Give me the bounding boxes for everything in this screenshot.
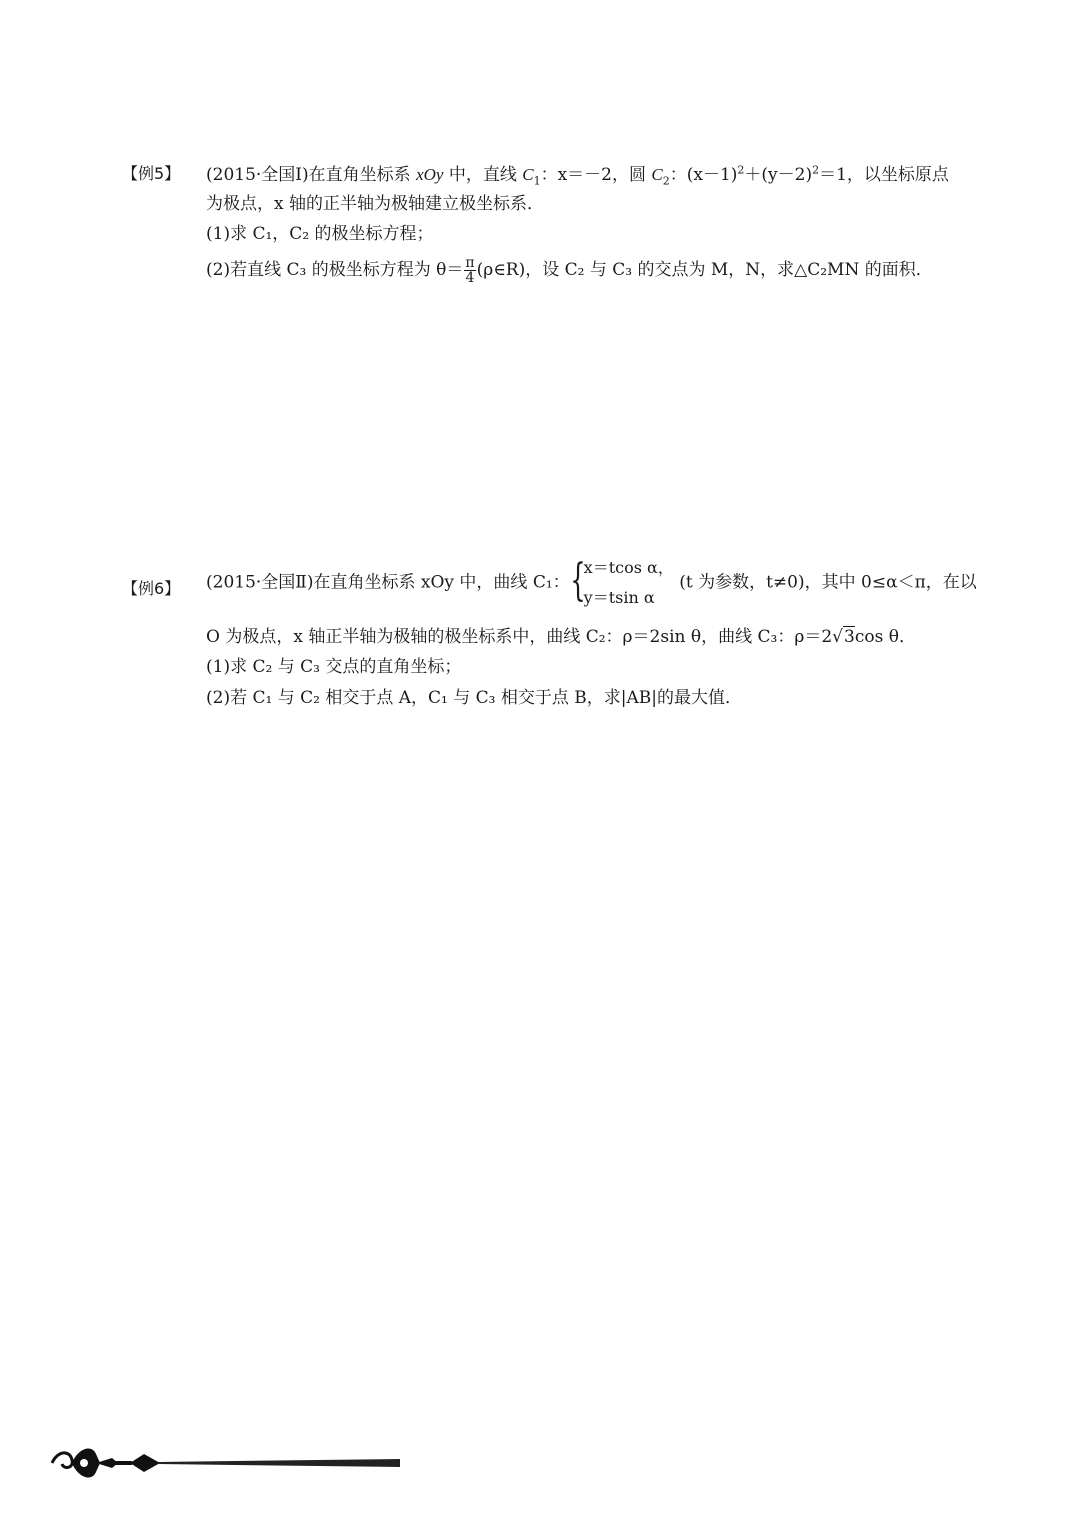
left-brace-icon: { — [569, 555, 586, 606]
example6-source: (2015·全国Ⅱ) — [206, 572, 314, 593]
example5-question2: (2)若直线 C₃ 的极坐标方程为 θ＝ $\frac{\pi}{4}$ (ρ∈R)，设 C₂ 与 C₃ 的交点为 M，N，求△C₂MN 的面积． — [206, 255, 933, 286]
sqrt-icon: √ — [832, 627, 843, 647]
example5-tag: 【例5】 — [122, 164, 181, 183]
example6-line1: (2015·全国Ⅱ)在直角坐标系 xOy 中，曲线 C₁：{ x＝tcos α， y＝tsin α (t 为参数，t≠0)，其中 0≤α＜π，在以 — [206, 553, 977, 613]
fraction: $\frac{\pi}{4}$ — [465, 255, 475, 286]
example6-tag: 【例6】 — [122, 579, 181, 598]
example6-question2: (2)若 C₁ 与 C₂ 相交于点 A，C₁ 与 C₃ 相交于点 B，求|AB|的最大值． — [206, 688, 742, 708]
example5-line2: 为极点，x 轴的正半轴为极轴建立极坐标系． — [206, 194, 544, 214]
example5-source: (2015·全国Ⅰ) — [206, 165, 309, 185]
footer-ornament-icon — [48, 1440, 408, 1486]
example5-line1: (2015·全国Ⅰ)在直角坐标系 xOy 中，直线 $C_1$：x＝－2，圆 $C_2$：$(x-1)^2+(y-2)^2=1$，以坐标原点 — [206, 163, 949, 188]
parametric-system: x＝tcos α， y＝tsin α — [583, 558, 674, 607]
example5-question1: (1)求 C₁，C₂ 的极坐标方程； — [206, 224, 434, 244]
example6-line2: O 为极点，x 轴正半轴为极轴的极坐标系中，曲线 C₂：ρ＝2sin θ，曲线 C₃：ρ＝2√3cos θ． — [206, 627, 916, 647]
example6-question1: (1)求 C₂ 与 C₃ 交点的直角坐标； — [206, 657, 462, 677]
